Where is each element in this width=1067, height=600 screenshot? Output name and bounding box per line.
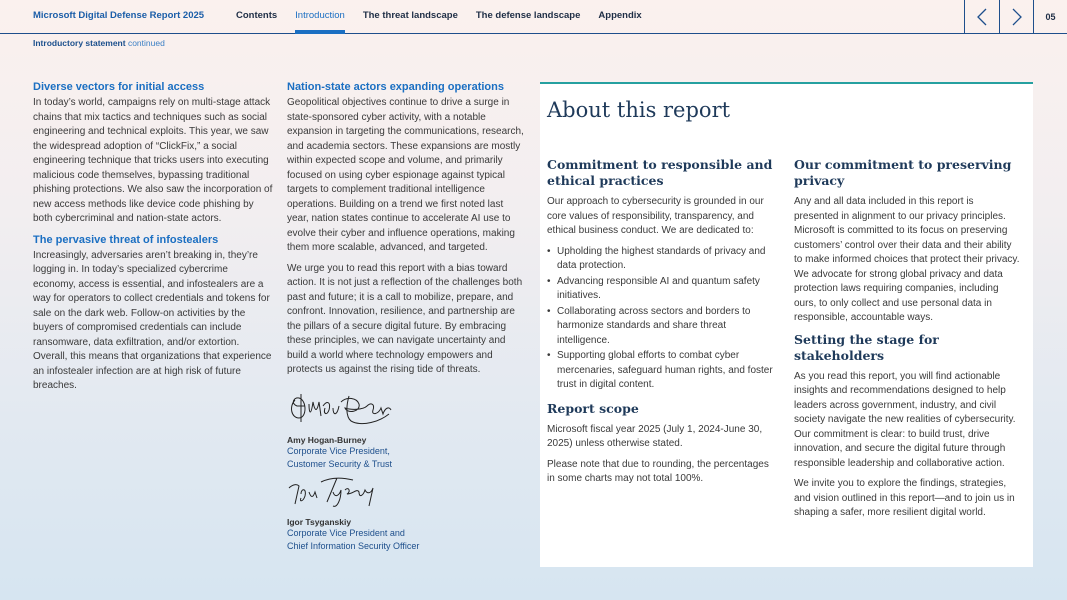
paragraph-infostealers: Increasingly, adversaries aren’t breaking in, they’re logging in. In today’s specialized cybercrime economy, access is essential, and infostealers are a way for operators to collect credentials and tokens for sale on the dark web. Follow-on activities by the buyers of compromised credentials can include ransomware, data exfiltration, and/or extortion. Overall, this means that organizations that experience an infostealer infection are at high risk of future breaches. (33, 249, 272, 391)
list-item: • Advancing responsible AI and quantum safety initiatives. (547, 275, 777, 304)
top-navigation-bar (0, 0, 1067, 34)
panel-right-column (794, 157, 1020, 527)
tab-introduction[interactable]: Introduction (295, 0, 345, 34)
heading-privacy: Our commitment to preserving privacy (794, 157, 1012, 188)
signatory-name: Amy Hogan-Burney (287, 435, 367, 445)
page-number: 05 (1045, 12, 1056, 22)
list-item: • Upholding the highest standards of privacy and data protection. (547, 245, 777, 274)
tab-defense-landscape[interactable]: The defense landscape (475, 10, 581, 21)
signatory-role-line2: Chief Information Security Officer (287, 540, 420, 551)
signatory-name: Igor Tsyganskiy (287, 517, 352, 527)
handwritten-signature-amy (287, 388, 397, 428)
tab-threat-landscape[interactable]: The threat landscape (362, 10, 458, 21)
panel-left-column (547, 157, 777, 493)
heading-initial-access: Diverse vectors for initial access (33, 81, 205, 93)
breadcrumb-continued: continued (127, 38, 165, 48)
stakeholders-paragraph-2: We invite you to explore the findings, strategies, and vision outlined in this report—and to join us in shaping a safer, more resilient digital world. (794, 478, 1015, 518)
tab-appendix[interactable]: Appendix (598, 10, 642, 21)
breadcrumb-section: Introductory statement (33, 38, 126, 48)
chevron-right-icon (1011, 8, 1023, 26)
paragraph-nation-state: Geopolitical objectives continue to drive a surge in state-sponsored cyber activity, with a notable expansion in targeting the communications, research, and academia sectors. These expansions are mostly within expected scope and volume, and primarily focused on using cyber espionage against typical targets to complement traditional intelligence operations. Building on a trend we first noted last year, nation states continue to accelerate AI use to evolve their cyber and influence operations, making them more scalable, advanced, and targeted. (287, 97, 524, 253)
signatory-role-line2: Customer Security & Trust (287, 458, 393, 469)
paragraph-initial-access: In today’s world, campaigns rely on multi-stage attack chains that mix tactics and techniques such as social engineering and technical exploits. This year, we saw the widespread adoption of “ClickFix,” a social engineering technique that tricks users into executing malicious code themselves, bypassing traditional phishing protections. We also saw the incorporation of new access methods like device code phishing by both cybercriminal and nation-state actors. (33, 97, 273, 224)
heading-report-scope: Report scope (547, 400, 639, 416)
heading-infostealers: The pervasive threat of infostealers (33, 233, 219, 246)
middle-text-column (287, 80, 527, 384)
handwritten-signature-igor (287, 472, 387, 510)
commitment-list (547, 245, 777, 393)
previous-page-button[interactable] (964, 0, 999, 34)
stakeholders-paragraph-1: As you read this report, you will find actionable insights and recommendations designed to help leaders across government, industry, and civil society navigate the new realities of cybersecurity. Our commitment is clear: to build trust, drive innovation, and secure the digital future through responsible leadership and collaborative action. (794, 370, 1016, 469)
page-number-box (1033, 0, 1067, 34)
left-text-column (33, 80, 273, 400)
chevron-left-icon (976, 8, 988, 26)
privacy-paragraph: Any and all data included in this report is presented in alignment to our privacy principles. Microsoft is committed to its focus on preserving customers’ control over their data and their ability to make informed choices that protect their privacy. We advocate for strong global privacy and data protection laws requiring companies, including ours, to only collect and use personal data in responsible, accountable ways. (794, 196, 1020, 323)
report-title[interactable]: Microsoft Digital Defense Report 2025 (33, 10, 205, 21)
list-item: • Collaborating across sectors and borders to harmonize standards and share threat intelligence. (547, 305, 777, 349)
signature-block-amy (287, 388, 397, 470)
heading-nation-state: Nation-state actors expanding operations (287, 81, 504, 93)
paragraph-call-to-action: We urge you to read this report with a bias toward action. It is not just a reflection of the challenges both past and future; it is a call to mobilize, prepare, and confront. Innovation, resilience, and partnership are the pillars of a secure digital future. By embracing these principles, we can navigate uncertainty and build a world where technology empowers and protects us against the rising tide of threats. (287, 262, 523, 375)
heading-commitment: Commitment to responsible and ethical practices (547, 157, 773, 188)
tab-contents[interactable]: Contents (236, 10, 278, 21)
about-report-panel (540, 82, 1033, 567)
heading-stakeholders: Setting the stage for stakeholders (794, 331, 939, 363)
scope-paragraph-2: Please note that due to rounding, the percentages in some charts may not total 100%. (547, 458, 769, 484)
signatory-role-line1: Corporate Vice President, (287, 446, 390, 456)
signatory-role-line1: Corporate Vice President and (287, 528, 405, 538)
list-item: • Supporting global efforts to combat cyber mercenaries, safeguard human rights, and foster trust in digital content. (547, 349, 777, 393)
next-page-button[interactable] (999, 0, 1033, 34)
commitment-intro: Our approach to cybersecurity is grounded in our core values of responsibility, transparency, and ethical business conduct. We are dedicated to: (547, 196, 764, 236)
signature-block-igor (287, 472, 419, 552)
scope-paragraph-1: Microsoft fiscal year 2025 (July 1, 2024-June 30, 2025) unless otherwise stated. (547, 423, 763, 449)
breadcrumb (33, 38, 165, 48)
panel-title: About this report (547, 98, 731, 122)
section-tabs (236, 0, 660, 34)
